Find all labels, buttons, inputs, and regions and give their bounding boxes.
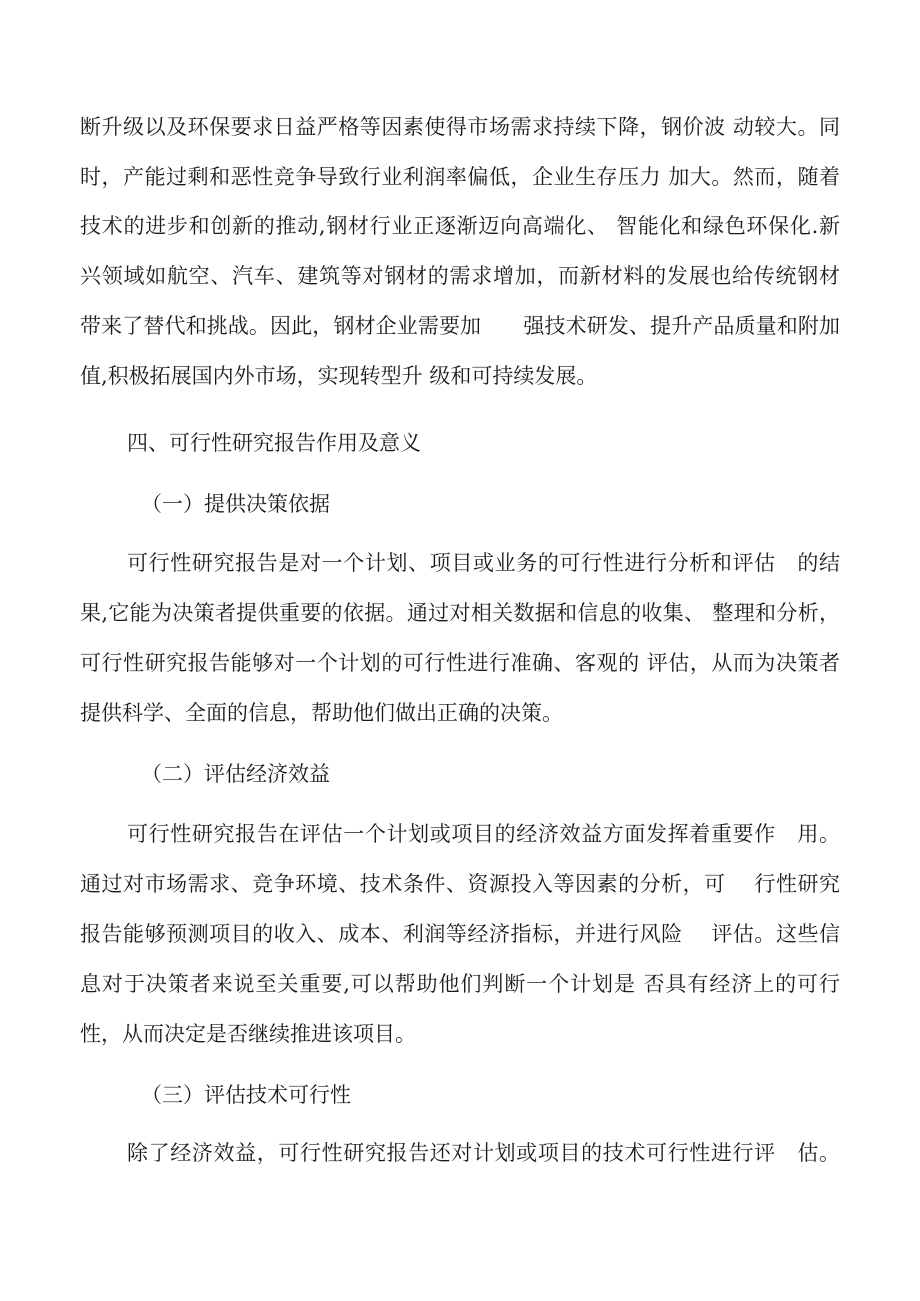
text-line: 果,它能为决策者提供重要的依据。通过对相关数据和信息的收集、 整理和分析， xyxy=(80,601,840,625)
text-line: 技术的进步和创新的推动,钢材行业正逐渐迈向高端化、 智能化和绿色环保化.新 xyxy=(80,214,840,238)
text-line: 带来了替代和挑战。因此，钢材企业需要加 强技术研发、提升产品质量和附加 xyxy=(80,314,840,338)
text-line: 报告能够预测项目的收入、成本、利润等经济指标，并进行风险 评估。这些信 xyxy=(80,922,840,946)
subsection-heading: （二）评估经济效益 xyxy=(141,762,330,786)
text-line: 可行性研究报告在评估一个计划或项目的经济效益方面发挥着重要作 用。 xyxy=(127,822,840,846)
subsection-heading: （一）提供决策依据 xyxy=(141,492,330,516)
section-heading: 四、可行性研究报告作用及意义 xyxy=(127,431,421,455)
text-line: 可行性研究报告是对一个计划、项目或业务的可行性进行分析和评估 的结 xyxy=(127,551,840,575)
text-line: 除了经济效益，可行性研究报告还对计划或项目的技术可行性进行评 估。 xyxy=(127,1141,840,1165)
text-line: 断升级以及环保要求日益严格等因素使得市场需求持续下降，钢价波 动较大。同 xyxy=(80,115,840,139)
text-line: 时，产能过剩和恶性竞争导致行业利润率偏低，企业生存压力 加大。然而，随着 xyxy=(80,165,840,189)
subsection-heading: （三）评估技术可行性 xyxy=(141,1083,351,1107)
text-line: 可行性研究报告能够对一个计划的可行性进行准确、客观的 评估，从而为决策者 xyxy=(80,651,840,675)
text-line: 息对于决策者来说至关重要,可以帮助他们判断一个计划是 否具有经济上的可行 xyxy=(80,972,840,996)
text-line: 性，从而决定是否继续推进该项目。 xyxy=(80,1022,416,1046)
text-line: 提供科学、全面的信息，帮助他们做出正确的决策。 xyxy=(80,701,563,725)
text-line: 通过对市场需求、竞争环境、技术条件、资源投入等因素的分析，可 行性研究 xyxy=(80,872,840,896)
text-line: 值,积极拓展国内外市场，实现转型升 级和可持续发展。 xyxy=(80,364,598,388)
text-line: 兴领域如航空、汽车、建筑等对钢材的需求增加，而新材料的发展也给传统钢材 xyxy=(80,264,840,288)
